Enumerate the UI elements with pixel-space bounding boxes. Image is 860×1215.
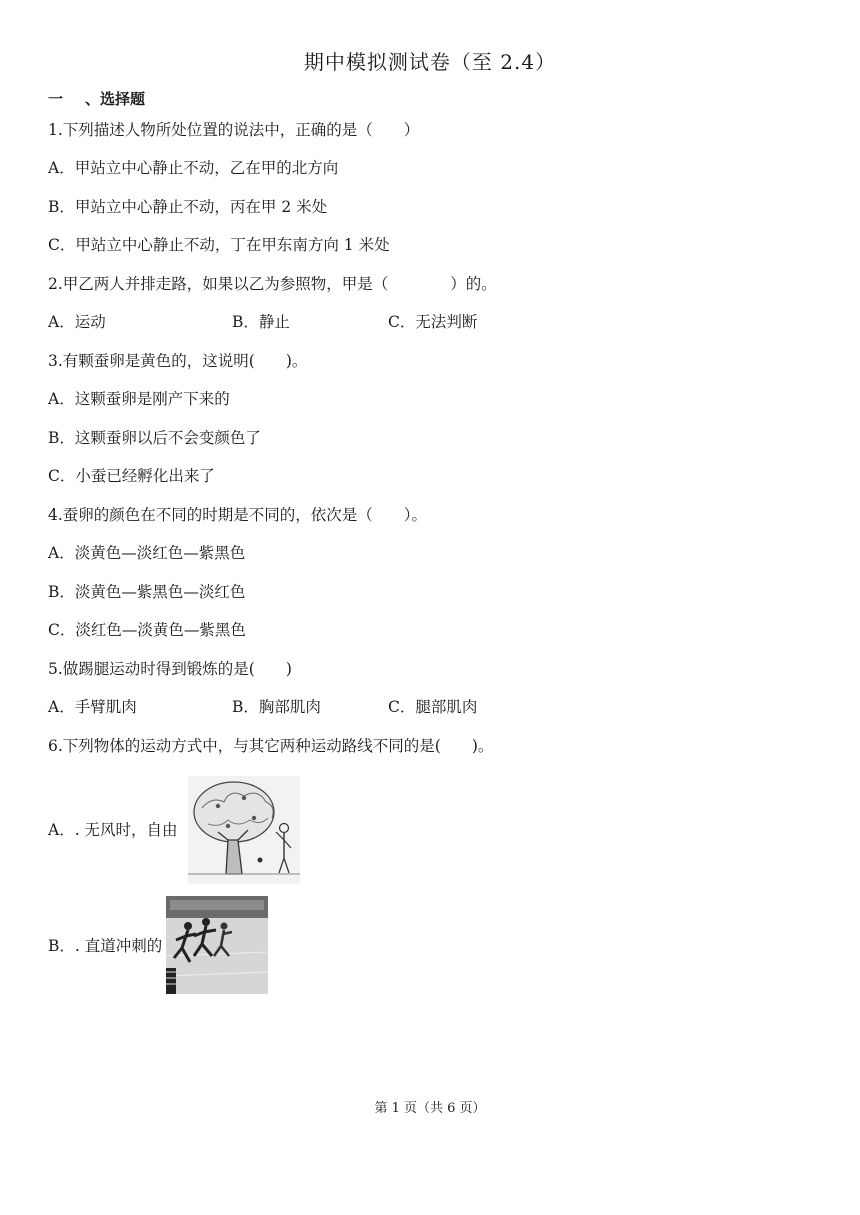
question-2-options	[48, 312, 477, 332]
section-label: 、选择题	[85, 90, 146, 108]
question-5-option-a: A．手臂肌肉	[48, 698, 137, 716]
question-4-stem: 4.蚕卵的颜色在不同的时期是不同的，依次是（ ）。	[48, 506, 428, 524]
section-heading	[48, 88, 145, 109]
question-3-stem: 3.有颗蚕卵是黄色的，这说明( )。	[48, 352, 308, 370]
question-5-option-c: C．腿部肌肉	[388, 698, 478, 716]
question-1-stem: 1.下列描述人物所处位置的说法中，正确的是（ ）	[48, 121, 420, 139]
question-2-option-c: C．无法判断	[388, 313, 478, 331]
question-2-option-b: B．静止	[232, 313, 290, 331]
section-number: 一	[48, 90, 64, 108]
question-5-stem: 5.做踢腿运动时得到锻炼的是( )	[48, 660, 292, 678]
question-6-option-b: B．. 直道冲刺的	[48, 937, 163, 955]
question-4-option-b: B．淡黄色—紫黑色—淡红色	[48, 583, 246, 601]
question-2-stem: 2.甲乙两人并排走路，如果以乙为参照物，甲是（ ）的。	[48, 275, 497, 293]
question-4-option-a: A．淡黄色—淡红色—紫黑色	[48, 544, 246, 562]
tree-falling-object-image	[188, 776, 300, 884]
question-3-option-c: C．小蚕已经孵化出来了	[48, 467, 215, 485]
page-title: 期中模拟测试卷（至 2.4）	[303, 50, 557, 74]
question-1-option-b: B．甲站立中心静止不动，丙在甲 2 米处	[48, 198, 328, 216]
question-2-option-a: A．运动	[48, 313, 106, 331]
question-6-option-a: A．. 无风时，自由	[48, 821, 178, 839]
question-4-option-c: C．淡红色—淡黄色—紫黑色	[48, 621, 246, 639]
question-1-option-a: A．甲站立中心静止不动，乙在甲的北方向	[48, 159, 339, 177]
question-5-option-b: B．胸部肌肉	[232, 698, 321, 716]
page-footer: 第 1 页（共 6 页）	[374, 1101, 486, 1116]
question-3-option-b: B．这颗蚕卵以后不会变颜色了	[48, 429, 261, 447]
question-3-option-a: A．这颗蚕卵是刚产下来的	[48, 390, 230, 408]
question-6-stem: 6.下列物体的运动方式中，与其它两种运动路线不同的是( )。	[48, 737, 494, 755]
question-1-option-c: C．甲站立中心静止不动，丁在甲东南方向 1 米处	[48, 236, 390, 254]
sprint-runners-image	[166, 896, 268, 994]
question-5-options	[48, 697, 477, 717]
